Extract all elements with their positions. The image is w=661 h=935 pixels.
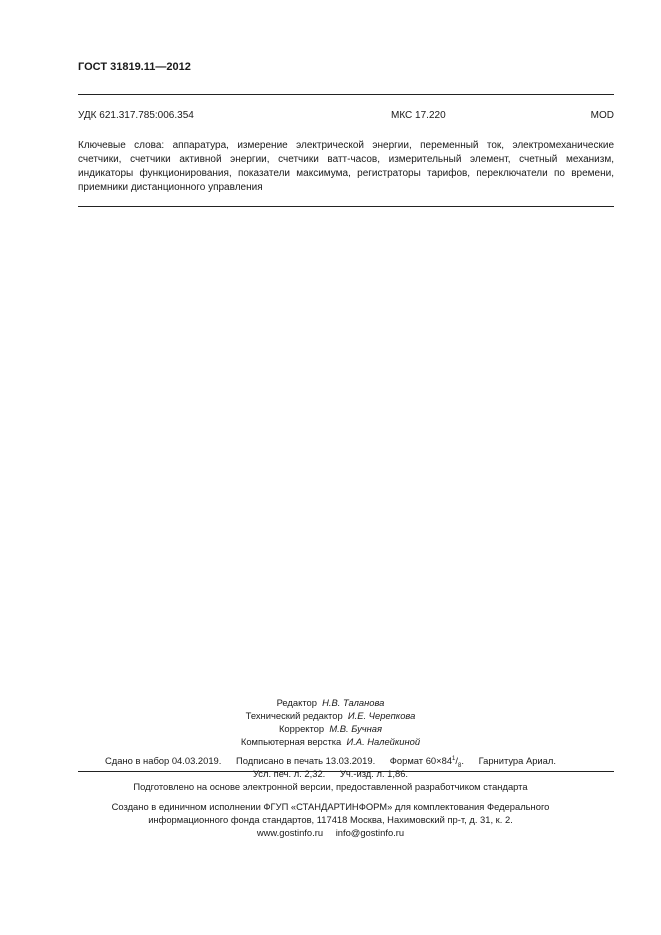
credit-role: Компьютерная верстка bbox=[240, 736, 342, 747]
credit-person: И.А. Налейкиной bbox=[346, 736, 421, 747]
prepared-note: Подготовлено на основе электронной версии, предоставленной разработчиком стандарта bbox=[133, 781, 528, 792]
signed-date: Подписано в печать 13.03.2019. bbox=[235, 755, 376, 766]
credit-editor bbox=[0, 696, 661, 709]
publication-sheets-line bbox=[0, 767, 661, 780]
top-divider bbox=[78, 94, 614, 95]
publication-divider bbox=[78, 771, 614, 772]
typeface: Гарнитура Ариал. bbox=[478, 755, 556, 766]
udk-code: УДК 621.317.785:006.354 bbox=[78, 110, 194, 121]
submitted-date: Сдано в набор 04.03.2019. bbox=[105, 755, 222, 766]
credit-person: М.В. Бучная bbox=[329, 723, 383, 734]
email-link[interactable]: info@gostinfo.ru bbox=[335, 827, 405, 838]
credit-person: Н.В. Таланова bbox=[322, 697, 385, 708]
credit-tech-editor bbox=[0, 709, 661, 722]
mks-code: МКС 17.220 bbox=[391, 110, 446, 121]
mod-mark: MOD bbox=[590, 110, 614, 121]
paper-format: Формат $60\times 84^1/_8$. bbox=[389, 755, 464, 769]
production-line-2: информационного фонда стандартов, 117418 Москва, Нахимовский пр-т, д. 31, к. 2. bbox=[148, 814, 513, 825]
credit-layout bbox=[0, 735, 661, 748]
credit-corrector bbox=[0, 722, 661, 735]
publication-info bbox=[0, 754, 661, 793]
production-info bbox=[0, 800, 661, 839]
contacts-line bbox=[0, 826, 661, 839]
standard-code: ГОСТ 31819.11—2012 bbox=[78, 61, 191, 73]
classification-row bbox=[78, 110, 614, 124]
website-link[interactable]: www.gostinfo.ru bbox=[256, 827, 324, 838]
credit-role: Корректор bbox=[278, 723, 325, 734]
publishing-sheets: Уч.-изд. л. 1,86. bbox=[339, 768, 409, 779]
credits-block bbox=[0, 696, 661, 748]
production-line-1: Создано в единичном исполнении ФГУП «СТАНДАРТИНФОРМ» для комплектования Федерального bbox=[111, 801, 550, 812]
credit-role: Редактор bbox=[276, 697, 317, 708]
keywords-paragraph: Ключевые слова: аппаратура, измерение электрической энергии, переменный ток, электромеханические счетчики, счетчики активной энергии, счетчики ватт-часов, измерительный элемент, счетный механизм, индикаторы функционирования, показатели максимума, регистраторы тарифов, переключатели по времени, приемники дистанционного управления bbox=[78, 140, 614, 193]
credit-role: Технический редактор bbox=[245, 710, 343, 721]
publication-dates-line bbox=[0, 754, 661, 767]
print-sheets: Усл. печ. л. 2,32. bbox=[252, 768, 326, 779]
credit-person: И.Е. Черепкова bbox=[347, 710, 416, 721]
keywords-divider bbox=[78, 206, 614, 207]
